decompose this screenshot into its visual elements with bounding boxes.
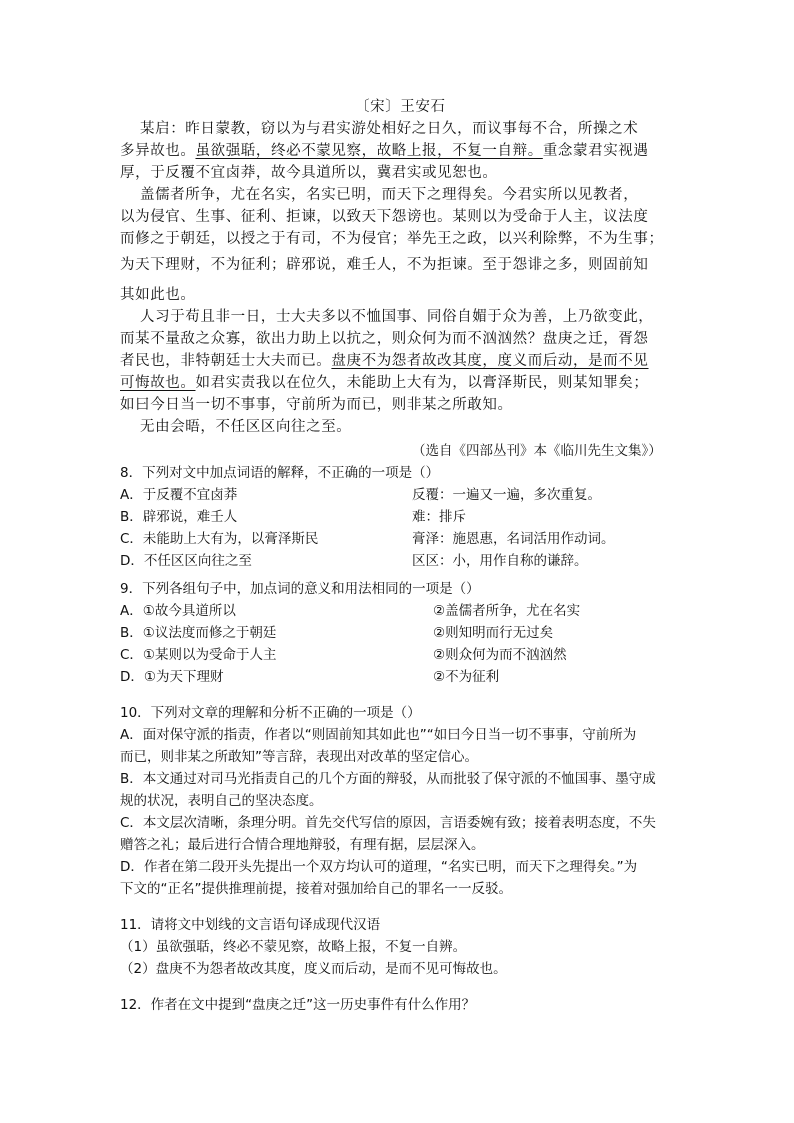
passage-text: 者民也，非特朝廷士大夫而已。 bbox=[120, 353, 332, 369]
passage-p1-line3: 厚，于反覆不宜卤莽，故今具道所以，冀君实或见恕也。 bbox=[120, 165, 498, 181]
q8-option-b-explanation: 难：排斥 bbox=[412, 509, 466, 525]
q8-option-a: A．于反覆不宜卤莽 bbox=[120, 487, 238, 503]
passage-p2-line1: 盖儒者所争，尤在名实，名实已明，而天下之理得矣。今君实所以见教者， bbox=[140, 187, 639, 203]
passage-p3-line5: 如曰今日当一切不事事，守前所为而已，则非某之所敢知。 bbox=[120, 397, 513, 413]
q8-option-c: C．未能助上大有为，以膏泽斯民 bbox=[120, 531, 319, 547]
q9-stem: 9．下列各组句子中，加点词的意义和用法相同的一项是（） bbox=[120, 581, 480, 597]
q9-option-d: D．①为天下理财 bbox=[120, 669, 224, 685]
passage-p3-line1: 人习于苟且非一日，士大夫多以不恤国事、同俗自媚于众为善，上乃欲变此， bbox=[140, 309, 654, 325]
q10-line: A．面对保守派的指责，作者以“则固前知其如此也”“如曰今日当一切不事事，守前所为 bbox=[120, 727, 637, 743]
q10-line: 赠答之礼；最后进行合情合理地辩驳，有理有据，层层深入。 bbox=[120, 837, 485, 853]
q12-stem: 12．作者在文中提到“盘庚之迁”这一历史事件有什么作用？ bbox=[120, 997, 476, 1013]
q8-option-a-explanation: 反覆：一遍又一遍，多次重复。 bbox=[412, 487, 601, 503]
q8-option-c-explanation: 膏泽：施恩惠，名词活用作动词。 bbox=[412, 531, 615, 547]
passage-text: 如君实责我以在位久，未能助上大有为，以膏泽斯民，则某知罪矣； bbox=[195, 375, 649, 391]
q9-option-c: C．①某则以为受命于人主 bbox=[120, 647, 277, 663]
passage-p2-line5: 其如此也。 bbox=[120, 287, 196, 303]
author-line: 〔宋〕王安石 bbox=[355, 99, 446, 115]
passage-p2-line2: 以为侵官、生事、征利、拒谏，以致天下怨谤也。某则以为受命于人主，议法度 bbox=[120, 209, 649, 225]
q10-stem: 10．下列对文章的理解和分析不正确的一项是（） bbox=[120, 705, 421, 721]
passage-p3-line4 bbox=[120, 372, 649, 394]
q11-stem: 11．请将文中划线的文言语句译成现代汉语 bbox=[120, 917, 381, 933]
q10-line: B．本文通过对司马光指责自己的几个方面的辩驳，从而批驳了保守派的不恤国事、墨守成 bbox=[120, 771, 656, 787]
passage-text: 重念蒙君实视遇 bbox=[542, 143, 649, 159]
q11-item-2: （2）盘庚不为怨者故改其度，度义而后动，是而不见可悔故也。 bbox=[120, 961, 507, 977]
passage-p1-line1: 某启：昨日蒙教，窃以为与君实游处相好之日久，而议事每不合，所操之术 bbox=[140, 121, 639, 137]
q9-option-a: A．①故今具道所以 bbox=[120, 603, 236, 619]
underlined-sentence-1: 虽欲强聒，终必不蒙见察，故略上报，不复一自辩。 bbox=[195, 143, 543, 159]
passage-source: （选自《四部丛刊》本《临川先生文集》） bbox=[412, 443, 662, 459]
passage-p3-line2: 而某不量敌之众寡，欲出力助上以抗之，则众何为而不汹汹然？盘庚之迁，胥怨 bbox=[120, 331, 649, 347]
q10-line: C．本文层次清晰，条理分明。首先交代写信的原因，言语委婉有致；接着表明态度，不失 bbox=[120, 815, 656, 831]
underlined-sentence-2-end: 可悔故也。 bbox=[120, 375, 196, 391]
q8-option-d: D．不任区区向往之至 bbox=[120, 553, 252, 569]
q8-option-b: B．辟邪说，难壬人 bbox=[120, 509, 238, 525]
passage-p3-line3 bbox=[120, 350, 649, 372]
passage-p4: 无由会晤，不任区区向往之至。 bbox=[140, 419, 352, 435]
q10-line: 规的状况，表明自己的坚决态度。 bbox=[120, 793, 323, 809]
q10-line: 下文的“正名”提供推理前提，接着对强加给自己的罪名一一反驳。 bbox=[120, 881, 512, 897]
q10-line: D．作者在第二段开头先提出一个双方均认可的道理，“名实已明，而天下之理得矣。”为 bbox=[120, 859, 638, 875]
q10-line: 而已，则非某之所敢知”等言辞，表现出对改革的坚定信心。 bbox=[120, 749, 478, 765]
q9-option-b: B．①议法度而修之于朝廷 bbox=[120, 625, 277, 641]
q11-item-1: （1）虽欲强聒，终必不蒙见察，故略上报，不复一自辨。 bbox=[120, 939, 467, 955]
underlined-sentence-2: 盘庚不为怨者故改其度，度义而后动，是而不见 bbox=[331, 353, 649, 369]
q9-option-a-pair: ②盖儒者所争，尤在名实 bbox=[433, 603, 581, 619]
passage-p2-line4: 为天下理财，不为征利；辟邪说，难壬人，不为拒谏。至于怨诽之多，则固前知 bbox=[120, 257, 649, 273]
q8-stem: 8．下列对文中加点词语的解释，不正确的一项是（） bbox=[120, 465, 440, 481]
passage-p1-line2 bbox=[120, 140, 649, 162]
q9-option-d-pair: ②不为征利 bbox=[433, 669, 500, 685]
q9-option-b-pair: ②则知明而行无过矣 bbox=[433, 625, 554, 641]
q9-option-c-pair: ②则众何为而不汹汹然 bbox=[433, 647, 567, 663]
q8-option-d-explanation: 区区：小，用作自称的谦辞。 bbox=[412, 553, 588, 569]
passage-p2-line3: 而修之于朝廷，以授之于有司，不为侵官；举先王之政，以兴利除弊，不为生事； bbox=[120, 231, 664, 247]
passage-text: 多异故也。 bbox=[120, 143, 196, 159]
